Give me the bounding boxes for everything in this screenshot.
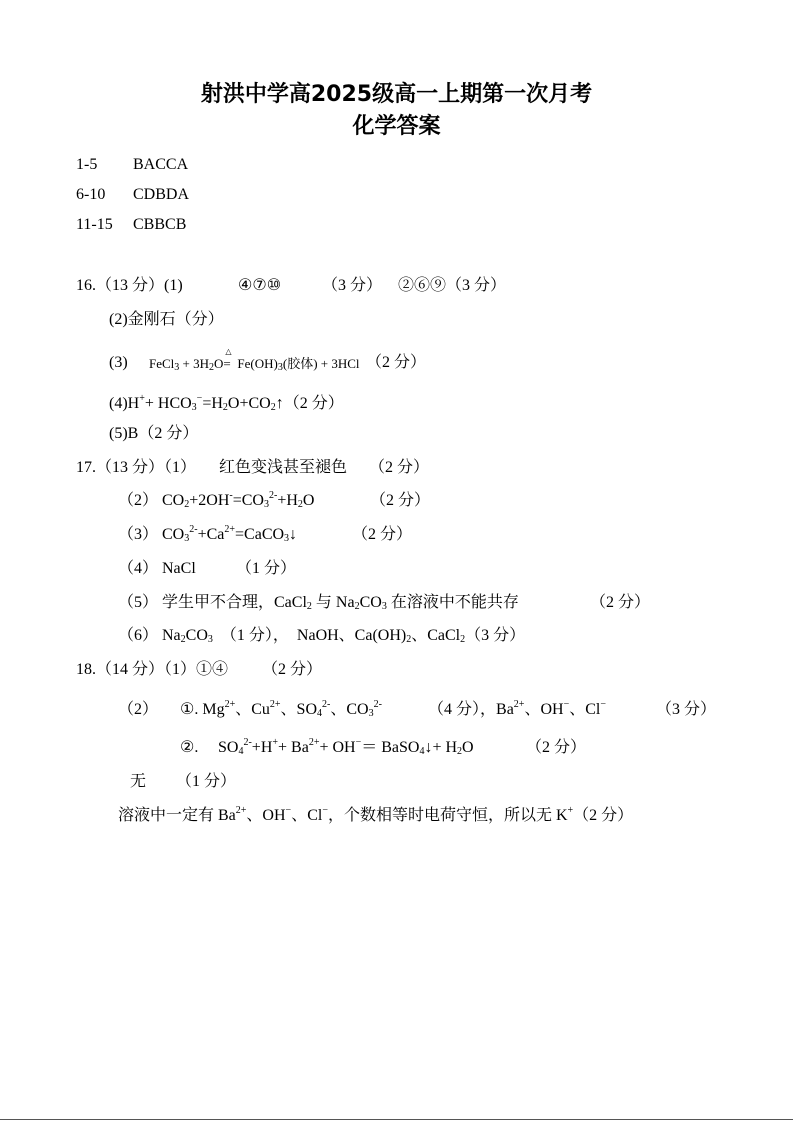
choice-answers-2: CDBDA [133,186,190,203]
choice-range-2: 6-10 [76,186,106,203]
doc-subtitle: 化学答案 [352,114,441,139]
q18-p1-score: （2 分） [262,661,323,678]
q17-p3-equation: $CO_3^{2-}+Ca^{2+}=CaCO_3↓$ [162,524,298,544]
q18-eq-label: ②. [180,739,199,756]
heat-arrow: △ = [223,347,232,371]
q16-p1-answer-a: ④⑦⑩ [238,277,282,294]
q18-p2-label: （2） [118,701,159,718]
q16-p4: $(4)H^++ HCO_3^-=H_2O+CO_2↑(2$ 分） [109,393,344,413]
q16-p1-score-a: （3 分） [322,277,383,294]
q16-p3-equation: FeCl$_3$ + $3H_2O$ △ = $Fe(OH)_3$(胶体) + 3HCl [149,347,360,373]
q17-p5-label: （5） [118,594,159,611]
q18-eq: $SO_4^{2-}+H^++ Ba^{2+}+ OH^-=$ BaSO$_4$↓+ $H_2O$ [218,737,474,757]
q16-header: 16.（13 分）(1) [76,277,183,294]
q16-p3-label: (3) [109,354,128,371]
q18-header: 18.（14 分）（1）①④ [76,661,229,678]
choice-range-3: 11-15 [76,216,113,233]
q18-p2-score1: （4 分），$Ba^{2+}$、OH−、Cl− [428,699,606,718]
q17-p5-text: 学生甲不合理，CaCl$_2$ 与 $Na_2CO_3$ 在溶液中不能共存 [162,594,519,612]
q16-p2: (2)金刚石（分） [109,311,224,328]
q17-p3-score: （2 分） [352,526,413,543]
q17-p1-text: 红色变浅甚至褪色 [219,459,348,476]
q17-p3-label: （3） [118,526,159,543]
choice-answers-3: CBBCB [133,216,187,233]
q18-p3-text: 无 [130,773,147,790]
q17-p4-text: NaCl [162,560,196,577]
choice-answers-1: BACCA [133,156,189,173]
q18-p4-text: 溶液中一定有 $Ba^{2+}$、OH−、Cl−，个数相等时电荷守恒，所以无 K+（2 分） [118,805,634,824]
q17-p6-text: $Na_2CO_3$ （1 分）， NaOH、$Ca(OH)_2$、CaCl$_2$（3 分） [162,627,526,645]
choice-range-1: 1-5 [76,156,98,173]
q17-header: 17.（13 分）（1） [76,459,197,476]
q18-p3-score: （1 分） [176,773,237,790]
q17-p1-score: （2 分） [369,459,430,476]
doc-title: 射洪中学高2025级高一上期第一次月考 [200,82,593,107]
q18-p2-ions: ①. $Mg^{2+}$、$Cu^{2+}$、$SO_4^{2-}$、$CO_3^{2-}$ [180,699,382,719]
q17-p2-equation: $CO_2+2OH^-=CO_3^{2-}+H_2O$ [162,490,315,510]
q18-eq-score: （2 分） [526,739,587,756]
q16-p5: (5)B（2 分） [109,425,199,442]
q17-p5-score: （2 分） [590,594,651,611]
q16-p1-answer-b: ②⑥⑨（3 分） [398,277,507,294]
bottom-divider [0,1119,793,1120]
q17-p6-label: （6） [118,627,159,644]
q17-p4-label: （4） [118,560,159,577]
q17-p2-score: （2 分） [370,492,431,509]
q16-p3-score: （2 分） [366,354,427,371]
q18-p2-score2: （3 分） [656,701,717,718]
q17-p4-score: （1 分） [236,560,297,577]
q17-p2-label: （2） [118,492,159,509]
